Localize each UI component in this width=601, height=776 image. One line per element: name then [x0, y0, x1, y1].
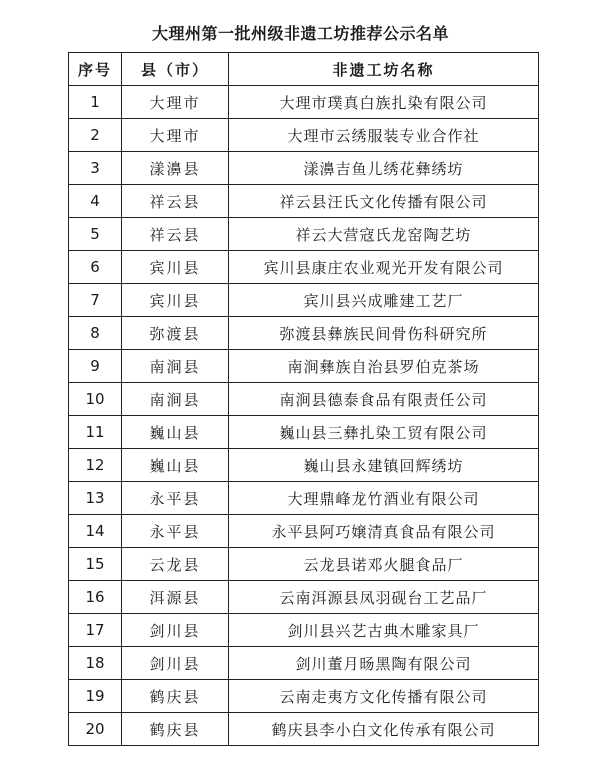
cell-seq: 17: [69, 614, 122, 647]
table-row: [69, 416, 539, 449]
cell-county: 洱源县: [122, 581, 229, 614]
cell-county: 大理市: [122, 119, 229, 152]
cell-name: 祥云县汪氏文化传播有限公司: [229, 185, 539, 218]
table-row: [69, 284, 539, 317]
cell-name: 南涧彝族自治县罗伯克茶场: [229, 350, 539, 383]
cell-name: 大理市云绣服装专业合作社: [229, 119, 539, 152]
table-row: [69, 581, 539, 614]
cell-seq: 20: [69, 713, 122, 746]
cell-county: 巍山县: [122, 449, 229, 482]
table-row: [69, 317, 539, 350]
table-row: [69, 713, 539, 746]
cell-county: 巍山县: [122, 416, 229, 449]
cell-name: 剑川县兴艺古典木雕家具厂: [229, 614, 539, 647]
cell-county: 弥渡县: [122, 317, 229, 350]
table-row: [69, 185, 539, 218]
table-header-row: [69, 53, 539, 86]
table-row: [69, 548, 539, 581]
cell-seq: 14: [69, 515, 122, 548]
cell-seq: 12: [69, 449, 122, 482]
cell-seq: 6: [69, 251, 122, 284]
cell-county: 漾濞县: [122, 152, 229, 185]
cell-seq: 4: [69, 185, 122, 218]
document-title: 大理州第一批州级非遗工坊推荐公示名单: [151, 24, 449, 43]
cell-county: 鹤庆县: [122, 713, 229, 746]
cell-name: 云南走夷方文化传播有限公司: [229, 680, 539, 713]
cell-county: 南涧县: [122, 383, 229, 416]
cell-seq: 19: [69, 680, 122, 713]
cell-seq: 7: [69, 284, 122, 317]
table-row: [69, 350, 539, 383]
cell-name: 巍山县三彝扎染工贸有限公司: [229, 416, 539, 449]
table-row: [69, 218, 539, 251]
cell-name: 永平县阿巧嬢清真食品有限公司: [229, 515, 539, 548]
table-row: [69, 383, 539, 416]
cell-county: 永平县: [122, 482, 229, 515]
header-seq: 序号: [69, 53, 122, 86]
cell-name: 巍山县永建镇回辉绣坊: [229, 449, 539, 482]
table-row: [69, 614, 539, 647]
table-row: [69, 152, 539, 185]
cell-name: 弥渡县彝族民间骨伤科研究所: [229, 317, 539, 350]
cell-name: 漾濞吉鱼儿绣花彝绣坊: [229, 152, 539, 185]
cell-seq: 16: [69, 581, 122, 614]
cell-seq: 8: [69, 317, 122, 350]
cell-name: 剑川董月旸黑陶有限公司: [229, 647, 539, 680]
cell-name: 云南洱源县凤羽砚台工艺品厂: [229, 581, 539, 614]
cell-seq: 2: [69, 119, 122, 152]
cell-county: 永平县: [122, 515, 229, 548]
header-workshop-name: 非遗工坊名称: [229, 53, 539, 86]
table-row: [69, 680, 539, 713]
header-county: 县（市）: [122, 53, 229, 86]
cell-name: 宾川县兴成雕建工艺厂: [229, 284, 539, 317]
cell-name: 大理鼎峰龙竹酒业有限公司: [229, 482, 539, 515]
cell-seq: 10: [69, 383, 122, 416]
table-row: [69, 251, 539, 284]
cell-seq: 15: [69, 548, 122, 581]
cell-county: 祥云县: [122, 185, 229, 218]
table-row: [69, 647, 539, 680]
cell-county: 祥云县: [122, 218, 229, 251]
cell-name: 祥云大营寇氏龙窑陶艺坊: [229, 218, 539, 251]
cell-county: 南涧县: [122, 350, 229, 383]
table-row: [69, 482, 539, 515]
cell-seq: 9: [69, 350, 122, 383]
cell-name: 宾川县康庄农业观光开发有限公司: [229, 251, 539, 284]
table-row: [69, 86, 539, 119]
cell-seq: 1: [69, 86, 122, 119]
table-row: [69, 515, 539, 548]
cell-county: 剑川县: [122, 647, 229, 680]
cell-county: 大理市: [122, 86, 229, 119]
cell-name: 大理市璞真白族扎染有限公司: [229, 86, 539, 119]
cell-seq: 3: [69, 152, 122, 185]
cell-county: 宾川县: [122, 251, 229, 284]
cell-name: 南涧县德泰食品有限责任公司: [229, 383, 539, 416]
cell-county: 鹤庆县: [122, 680, 229, 713]
heritage-workshop-table: [68, 52, 539, 746]
cell-county: 宾川县: [122, 284, 229, 317]
cell-seq: 18: [69, 647, 122, 680]
cell-seq: 13: [69, 482, 122, 515]
table-row: [69, 449, 539, 482]
table-row: [69, 119, 539, 152]
cell-county: 剑川县: [122, 614, 229, 647]
cell-name: 鹤庆县李小白文化传承有限公司: [229, 713, 539, 746]
cell-seq: 5: [69, 218, 122, 251]
cell-seq: 11: [69, 416, 122, 449]
cell-name: 云龙县诺邓火腿食品厂: [229, 548, 539, 581]
cell-county: 云龙县: [122, 548, 229, 581]
